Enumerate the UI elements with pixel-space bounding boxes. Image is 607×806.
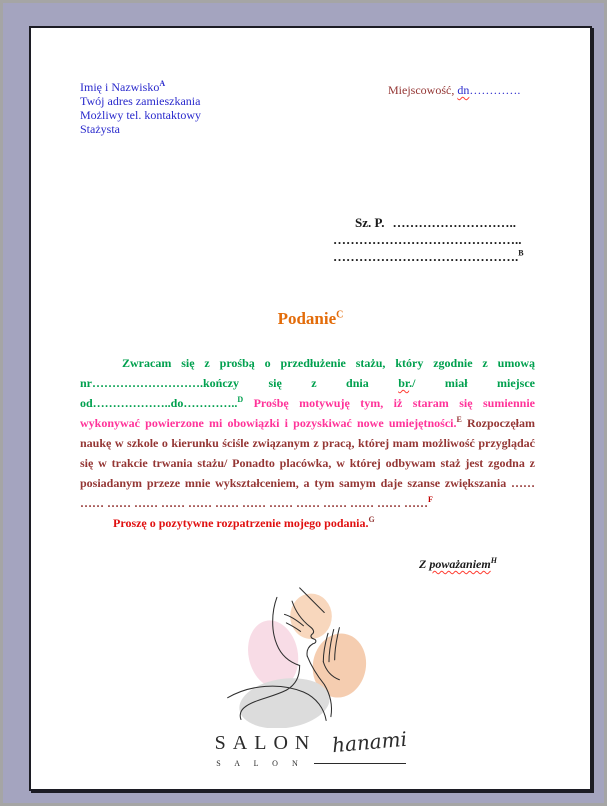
body-green-text-2: ./ miał miejsce od………………..do………….. <box>80 376 535 410</box>
footnote-ref-e: E <box>456 415 462 424</box>
logo-text-row <box>181 726 441 758</box>
signoff-word: poważaniem <box>429 557 491 571</box>
title-text: Podanie <box>277 309 337 328</box>
closing-line <box>80 513 535 533</box>
body-green-text-1: Zwracam się z prośbą o przedłużenie stażu, który zgodnie z umową nr……………………….kończy się z dnia <box>80 356 535 390</box>
body-paragraph <box>80 353 535 513</box>
logo-subtitle: S A L O N <box>216 759 304 768</box>
sender-phone: Możliwy tel. kontaktowy <box>80 108 201 122</box>
recipient-dots-3: ……………………………………. <box>333 249 519 264</box>
sender-block <box>80 80 201 136</box>
sender-address: Twój adres zamieszkania <box>80 94 201 108</box>
signoff <box>419 557 497 572</box>
date-line <box>388 83 520 98</box>
logo-face-illustration <box>216 586 406 728</box>
letter-body <box>80 353 535 533</box>
logo-rule <box>314 763 406 764</box>
recipient-line-3 <box>333 248 537 265</box>
date-dots: …………. <box>469 83 521 97</box>
closing-text: Proszę o pozytywne rozpatrzenie mojego podania. <box>113 516 369 530</box>
recipient-dots-1: ……………………….. <box>392 215 516 230</box>
logo-subtitle-row <box>181 759 441 768</box>
footnote-ref-c: C <box>336 309 344 321</box>
recipient-salutation: Sz. P. <box>355 215 385 230</box>
document-title <box>31 309 590 329</box>
body-pink-text: Prośbę motywuję tym, iż staram się sumiennie wykonywać powierzone mi obowiązki i pozyskiwać nowe umiejętności. <box>80 396 535 430</box>
document-page <box>29 26 592 791</box>
recipient-line-1 <box>333 214 537 231</box>
footnote-ref-h: H <box>490 556 497 565</box>
signoff-prefix: Z <box>419 557 430 571</box>
logo-script-word: hanami <box>331 726 409 758</box>
footnote-ref-d: D <box>237 395 244 404</box>
footnote-ref-a: A <box>159 79 166 88</box>
sender-name: Imię i Nazwisko <box>80 80 160 94</box>
salon-logo <box>181 586 441 768</box>
body-maroon-text: Rozpoczęłam naukę w szkole o kierunku ściśle związanym z pracą, której mam możliwość przyglądać się w trakcie trwania stażu/ Ponadto placówka, w której odbywam staż jest zgodna z posiadanym przeze mnie wykształceniem, a tym samym daje szanse zwiększania …… …… …… …… …… …… …… …… …… …… …… …… …… …… <box>80 416 535 510</box>
footnote-ref-b: B <box>518 248 524 258</box>
logo-title: SALON <box>214 732 317 754</box>
footnote-ref-g: G <box>368 515 375 524</box>
body-br-abbrev: br <box>398 376 410 390</box>
footnote-ref-f: F <box>428 495 433 504</box>
date-place-label: Miejscowość, <box>388 83 458 97</box>
recipient-line-2: …………………………………….. <box>333 232 522 247</box>
recipient-block <box>333 214 537 265</box>
sender-role: Stażysta <box>80 122 120 136</box>
date-dn-word: dn <box>457 83 470 97</box>
sender-name-line <box>80 80 201 94</box>
